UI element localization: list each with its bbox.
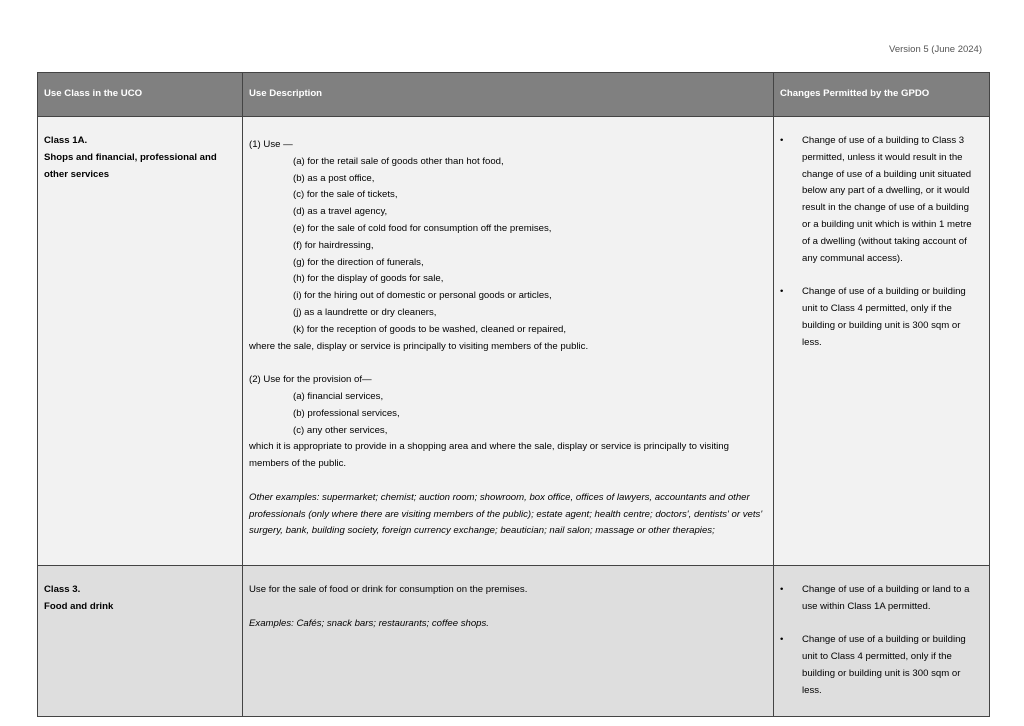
description-item: (k) for the reception of goods to be washed, cleaned or repaired, — [293, 323, 567, 335]
description-item: (c) any other services, — [293, 424, 388, 436]
description-item: (f) for hairdressing, — [293, 239, 374, 251]
description-text: Use for the sale of food or drink for consumption on the premises. — [249, 584, 528, 595]
header-changes-permitted: Changes Permitted by the GPDO — [774, 73, 990, 117]
class-code: Class 3. — [44, 584, 81, 595]
description-part2-intro: (2) Use for the provision of— — [249, 374, 372, 386]
list-item: • Change of use of a building or building unit to Class 4 permitted, only if the building or building unit is 300 sqm or less. — [780, 284, 979, 351]
cell-use-description — [243, 566, 774, 717]
description-part1-outro: where the sale, display or service is principally to visiting members of the public. — [249, 340, 589, 352]
class-code: Class 1A. — [44, 135, 88, 146]
description-item: (g) for the direction of funerals, — [293, 256, 424, 268]
changes-list — [780, 582, 979, 700]
description-item: (a) for the retail sale of goods other than hot food, — [293, 155, 504, 167]
description-item: (b) as a post office, — [293, 172, 375, 184]
description-item: (i) for the hiring out of domestic or personal goods or articles, — [293, 290, 552, 302]
class-name: Shops and financial, professional and other services — [44, 151, 217, 180]
table-row-class-3 — [38, 566, 990, 717]
description-item: (h) for the display of goods for sale, — [293, 273, 444, 285]
cell-use-description — [243, 117, 774, 566]
cell-use-class — [38, 117, 243, 566]
use-class-table — [37, 72, 990, 717]
header-use-class: Use Class in the UCO — [38, 73, 243, 117]
description-item: (a) financial services, — [293, 390, 384, 402]
list-item: • Change of use of a building or land to a use within Class 1A permitted. — [780, 582, 979, 616]
description-item: (b) professional services, — [293, 407, 400, 419]
description-part1-intro: (1) Use — — [249, 139, 293, 150]
cell-changes-permitted — [774, 566, 990, 717]
cell-use-class — [38, 566, 243, 717]
description-examples: Other examples: supermarket; chemist; auction room; showroom, box office, offices of lawyers, accountants and other professionals (only where there are visiting members of the public); estate agent; health centre; doctors', dentists' or vets' surgery, bank, building society, foreign currency exchange; beautician; nail salon; massage or other therapies; — [249, 491, 763, 537]
header-use-description: Use Description — [243, 73, 774, 117]
version-label: Version 5 (June 2024) — [889, 44, 982, 55]
class-name: Food and drink — [44, 600, 114, 612]
description-item: (e) for the sale of cold food for consumption off the premises, — [293, 222, 552, 234]
list-item: • Change of use of a building or building unit to Class 4 permitted, only if the building or building unit is 300 sqm or less. — [780, 632, 979, 699]
list-item: • Change of use of a building to Class 3 permitted, unless it would result in the change of use of a building unit situated below any part of a dwelling, or it would result in the change of use of a building or a building unit which is within 1 metre of a dwelling (without taking account of any communal access). — [780, 133, 979, 267]
cell-changes-permitted — [774, 117, 990, 566]
table-row-class-1a — [38, 117, 990, 566]
description-item: (j) as a laundrette or dry cleaners, — [293, 306, 437, 318]
changes-list — [780, 133, 979, 351]
description-item: (c) for the sale of tickets, — [293, 189, 398, 201]
table-header-row — [38, 73, 990, 117]
description-part2-outro: which it is appropriate to provide in a shopping area and where the sale, display or service is principally to visiting members of the public. — [249, 441, 729, 470]
description-examples: Examples: Cafés; snack bars; restaurants; coffee shops. — [249, 617, 489, 629]
description-item: (d) as a travel agency, — [293, 206, 388, 218]
